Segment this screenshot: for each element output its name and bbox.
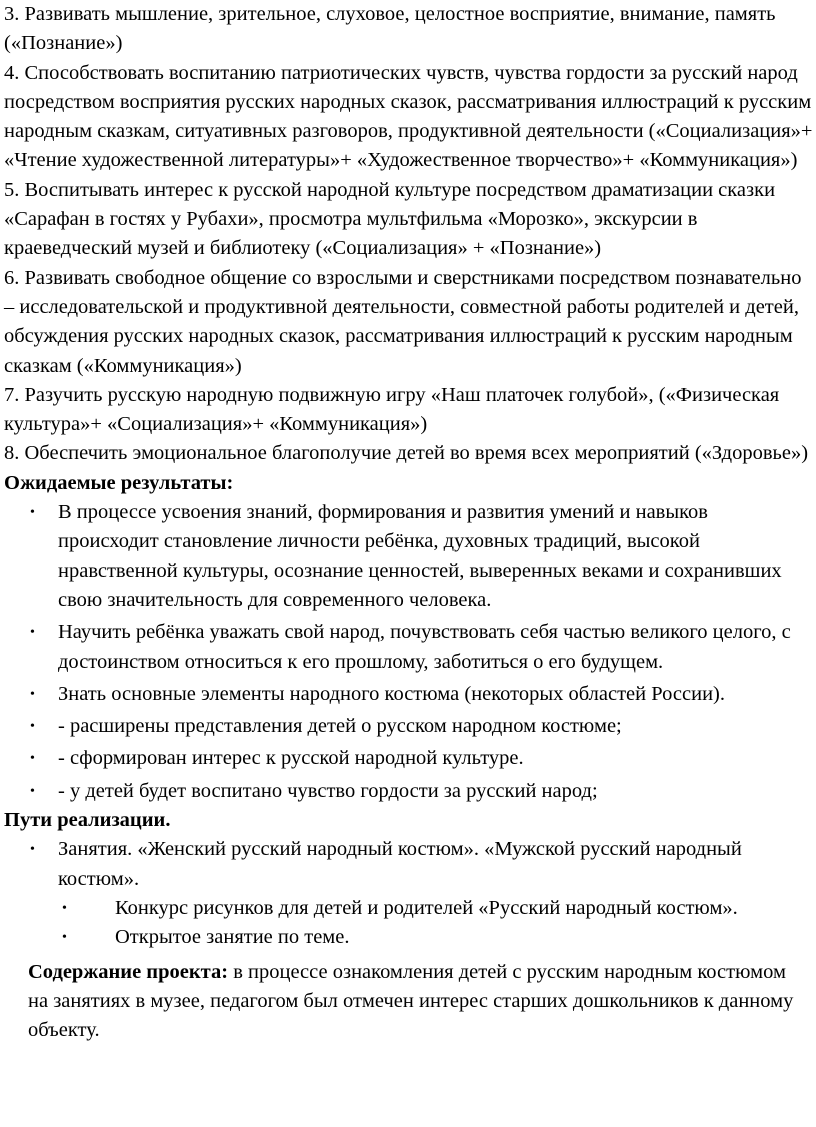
list-item bbox=[0, 835, 816, 894]
goal-item-4: 4. Способствовать воспитанию патриотических чувств, чувства гордости за русский народ посредством восприятия русских народных сказок, рассматривания иллюстраций к русским народным сказкам, ситуативных разговоров, продуктивной деятельности («Социализация»+ «Чтение художественной литературы»+ «Художественное творчество»+ «Коммуникация») bbox=[4, 61, 813, 172]
list-item-text: - у детей будет воспитано чувство гордости за русский народ; bbox=[58, 779, 598, 802]
expected-results-list bbox=[0, 498, 816, 806]
bullet-icon: • bbox=[62, 930, 67, 946]
bullet-icon: • bbox=[30, 842, 35, 858]
list-item bbox=[0, 618, 816, 677]
implementation-heading: Пути реализации. bbox=[4, 809, 171, 832]
list-item bbox=[0, 712, 816, 741]
sub-list-item bbox=[0, 894, 816, 923]
list-item bbox=[0, 777, 816, 806]
list-item bbox=[0, 744, 816, 773]
list-item bbox=[0, 680, 816, 709]
list-item-text: - расширены представления детей о русском народном костюме; bbox=[58, 715, 622, 738]
goal-item-3: 3. Развивать мышление, зрительное, слуховое, целостное восприятие, внимание, память («Познание») bbox=[4, 3, 776, 55]
project-content-paragraph bbox=[0, 958, 816, 1046]
goal-item-8: 8. Обеспечить эмоциональное благополучие детей во время всех мероприятий («Здоровье») bbox=[4, 442, 809, 465]
goal-item-6: 6. Развивать свободное общение со взрослыми и сверстниками посредством познавательно – исследовательской и продуктивной деятельности, совместной работы родителей и детей, обсуждения русских народных сказок, рассматривания иллюстраций к русским народным сказкам («Коммуникация») bbox=[4, 266, 802, 377]
list-item bbox=[0, 498, 816, 615]
project-content-label: Содержание проекта: bbox=[28, 960, 229, 983]
project-content-text: в процессе ознакомления детей с русским народным костюмом на занятиях в музее, педагогом был отмечен интерес старших дошкольников к данному объекту. bbox=[28, 960, 794, 1042]
list-item-text: В процессе усвоения знаний, формирования и развития умений и навыков происходит становление личности ребёнка, духовных традиций, высокой нравственной культуры, осознание ценностей, выверенных веками и сохранивших свою значительность для современного человека. bbox=[58, 501, 782, 611]
list-item-text: Открытое занятие по теме. bbox=[115, 926, 350, 949]
bullet-icon: • bbox=[30, 719, 35, 735]
list-item-text: Занятия. «Женский русский народный костюм». «Мужской русский народный костюм». bbox=[58, 838, 742, 890]
goal-item-5: 5. Воспитывать интерес к русской народной культуре посредством драматизации сказки «Сарафан в гостях у Рубахи», просмотра мультфильма «Морозко», экскурсии в краеведческий музей и библиотеку («Социализация» + «Познание») bbox=[4, 178, 776, 260]
goal-item-7: 7. Разучить русскую народную подвижную игру «Наш платочек голубой», («Физическая культура»+ «Социализация»+ «Коммуникация») bbox=[4, 383, 780, 436]
bullet-icon: • bbox=[30, 505, 35, 521]
list-item-text: Знать основные элементы народного костюма (некоторых областей России). bbox=[58, 682, 725, 705]
numbered-goals bbox=[0, 0, 816, 469]
list-item-text: - сформирован интерес к русской народной культуре. bbox=[58, 747, 524, 770]
list-item-text: Научить ребёнка уважать свой народ, почувствовать себя частью великого целого, с достоинством относиться к его прошлому, заботиться о его будущем. bbox=[58, 621, 791, 673]
sub-list-item bbox=[0, 923, 816, 952]
implementation-sublist bbox=[0, 894, 816, 953]
expected-results-heading: Ожидаемые результаты: bbox=[4, 471, 234, 494]
implementation-list bbox=[0, 835, 816, 894]
bullet-icon: • bbox=[30, 751, 35, 767]
bullet-icon: • bbox=[30, 625, 35, 641]
list-item-text: Конкурс рисунков для детей и родителей «Русский народный костюм». bbox=[115, 896, 738, 919]
bullet-icon: • bbox=[30, 783, 35, 799]
bullet-icon: • bbox=[62, 900, 67, 916]
bullet-icon: • bbox=[30, 686, 35, 702]
